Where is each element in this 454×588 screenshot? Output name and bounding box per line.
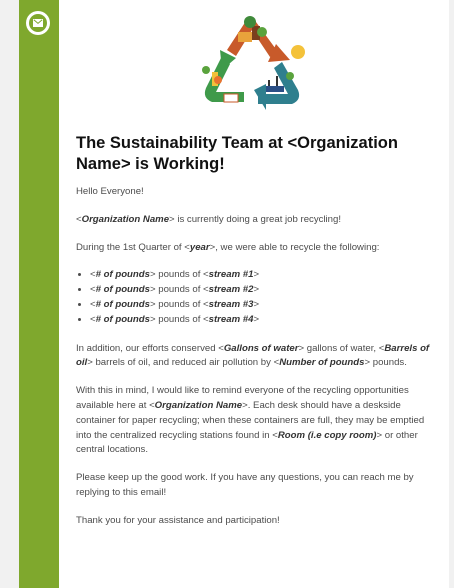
list-item [90,268,434,283]
room-placeholder: Room (i.e copy room) [277,429,377,441]
pounds-placeholder: # of pounds [95,313,150,325]
conserved-paragraph [76,342,434,372]
intro-paragraph [76,213,434,228]
text: < [90,313,96,325]
text: < [90,284,96,296]
sidebar [19,0,59,588]
text: < [90,298,96,310]
pounds-placeholder: # of pounds [95,298,150,310]
text: > pounds of < [149,313,209,325]
thanks-paragraph: Thank you for your assistance and participation! [76,514,280,526]
reminder-paragraph [76,384,434,458]
stream-placeholder: stream #2 [208,284,254,296]
text: During the 1st Quarter of [76,241,185,253]
water-placeholder: Gallons of water [223,342,299,354]
org-name-placeholder: Organization Name [154,399,243,411]
list-item [90,313,434,328]
text: >, we were able to recycle the following: [209,241,380,253]
year-placeholder: year [189,241,210,253]
mail-icon [29,14,47,32]
text: > or other central locations. [76,429,418,456]
list-item [90,298,434,313]
text: > pounds of < [149,284,209,296]
text: > [253,269,260,281]
text: > pounds of < [149,298,209,310]
page-title: The Sustainability Team at <Organization Name> is Working! [76,134,398,173]
text: > is currently doing a great job recycling! [169,213,342,225]
text: With this in mind, I would like to remind everyone of the recycling opportunities available here at < [76,385,409,411]
closing-paragraph: Please keep up the good work. If you have any questions, you can reach me by replying to this email! [76,472,414,498]
email-body [59,0,449,588]
text: > pounds of < [149,269,209,281]
text: >. Each desk should have a deskside container for paper recycling; when these containers are full, they may be emptied into the centralized recycling stations found in < [76,399,425,441]
stream-placeholder: stream #1 [208,269,254,281]
recycle-logo-icon [192,10,312,122]
text: In addition, our efforts conserved < [76,342,224,354]
list-item [90,283,434,298]
stream-list [76,268,434,327]
text: > pounds. [364,357,407,369]
email-content [76,133,434,542]
text: < [90,269,96,281]
text: > [253,313,260,325]
greeting: Hello Everyone! [76,186,144,197]
stream-placeholder: stream #4 [208,313,254,325]
stream-placeholder: stream #3 [208,298,254,310]
oil-placeholder: Barrels of oil [76,342,430,369]
text: > [253,298,260,310]
text: < [184,241,190,253]
pounds-placeholder: Number of pounds [279,357,365,369]
pounds-placeholder: # of pounds [95,269,150,281]
mail-badge[interactable] [26,11,50,35]
text: > barrels of oil, and reduced air pollution by < [87,357,280,369]
text: > gallons of water, < [298,342,385,354]
text: < [76,213,82,225]
quarter-paragraph [76,241,434,256]
pounds-placeholder: # of pounds [95,284,150,296]
text: > [253,284,260,296]
org-name-placeholder: Organization Name [81,213,170,225]
